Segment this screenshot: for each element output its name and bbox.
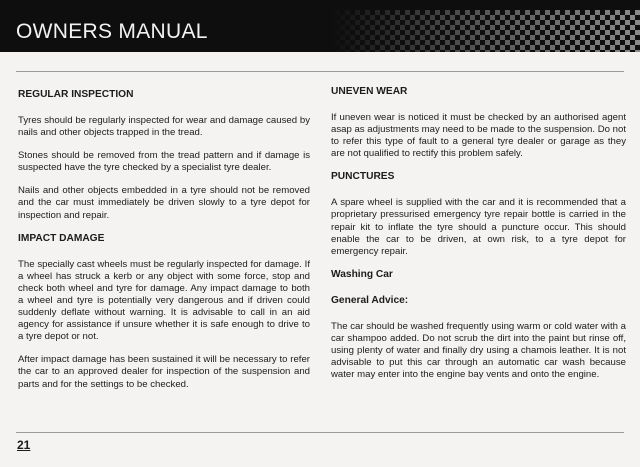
impact-damage-paragraph-2: After impact damage has been sustained it will be necessary to refer the car to an approved dealer for inspection of the suspension and parts and for the settings to be checked. (18, 354, 310, 390)
punctures-paragraph: A spare wheel is supplied with the car and it is recommended that a proprietary pressurised emergency tyre repair bottle is carried in the repair kit to inflate the tyre should a puncture occur. This should enable the car to be driven, at own risk, to a tyre depot for emergency repair. (331, 197, 626, 257)
washing-car-heading: Washing Car (331, 268, 393, 280)
washing-car-section (331, 269, 626, 381)
manual-title: OWNERS MANUAL (16, 20, 208, 43)
uneven-wear-heading: UNEVEN WEAR (331, 86, 408, 97)
regular-inspection-heading: REGULAR INSPECTION (18, 89, 134, 100)
punctures-heading: PUNCTURES (331, 171, 395, 183)
impact-damage-section (18, 233, 310, 391)
regular-inspection-paragraph-2: Stones should be removed from the tread pattern and if damage is suspected have the tyre checked by a specialist tyre dealer. (18, 150, 310, 174)
uneven-wear-paragraph: If uneven wear is noticed it must be checked by an authorised agent asap as adjustments may need to be made to the suspension. Do not to refer this type of fault to a general tyre dealer or garage as they are not qualified to rectify this problem safely. (331, 112, 626, 160)
page-header (0, 0, 640, 52)
regular-inspection-paragraph-3: Nails and other objects embedded in a tyre should not be removed and the car must immediately be driven slowly to a tyre depot for inspection and repair. (18, 185, 310, 221)
right-column (331, 86, 626, 392)
footer-divider (16, 432, 624, 433)
uneven-wear-section (331, 86, 626, 160)
general-advice-paragraph: The car should be washed frequently using warm or cold water with a car shampoo added. Do not scrub the dirt into the paint but rinse off, using plenty of water and finally dry using a chamois leather. It is not advisable to put this car through an automatic car wash because water may enter into the engine bay vents and onto the engine. (331, 320, 626, 381)
impact-damage-heading: IMPACT DAMAGE (18, 232, 105, 244)
impact-damage-paragraph-1: The specially cast wheels must be regularly inspected for damage. If a wheel has struck a kerb or any object with some force, stop and check both wheel and tyre for damage. Any impact damage to both a wheel and tyre is potentially very dangerous and if driven could suddenly deflate without warning. It is advisable to call in an aid agency for assistance if unsure whether it is safe enough to drive to a tyre depot or not. (18, 258, 310, 343)
page-number: 21 (17, 438, 31, 452)
punctures-section (331, 171, 626, 257)
regular-inspection-section (18, 89, 310, 222)
left-column (18, 86, 310, 402)
regular-inspection-paragraph-1: Tyres should be regularly inspected for wear and damage caused by nails and other objects trapped in the tread. (18, 115, 310, 139)
checkered-flag-pattern (330, 10, 640, 52)
header-divider (16, 71, 624, 72)
general-advice-heading: General Advice: (331, 294, 409, 306)
